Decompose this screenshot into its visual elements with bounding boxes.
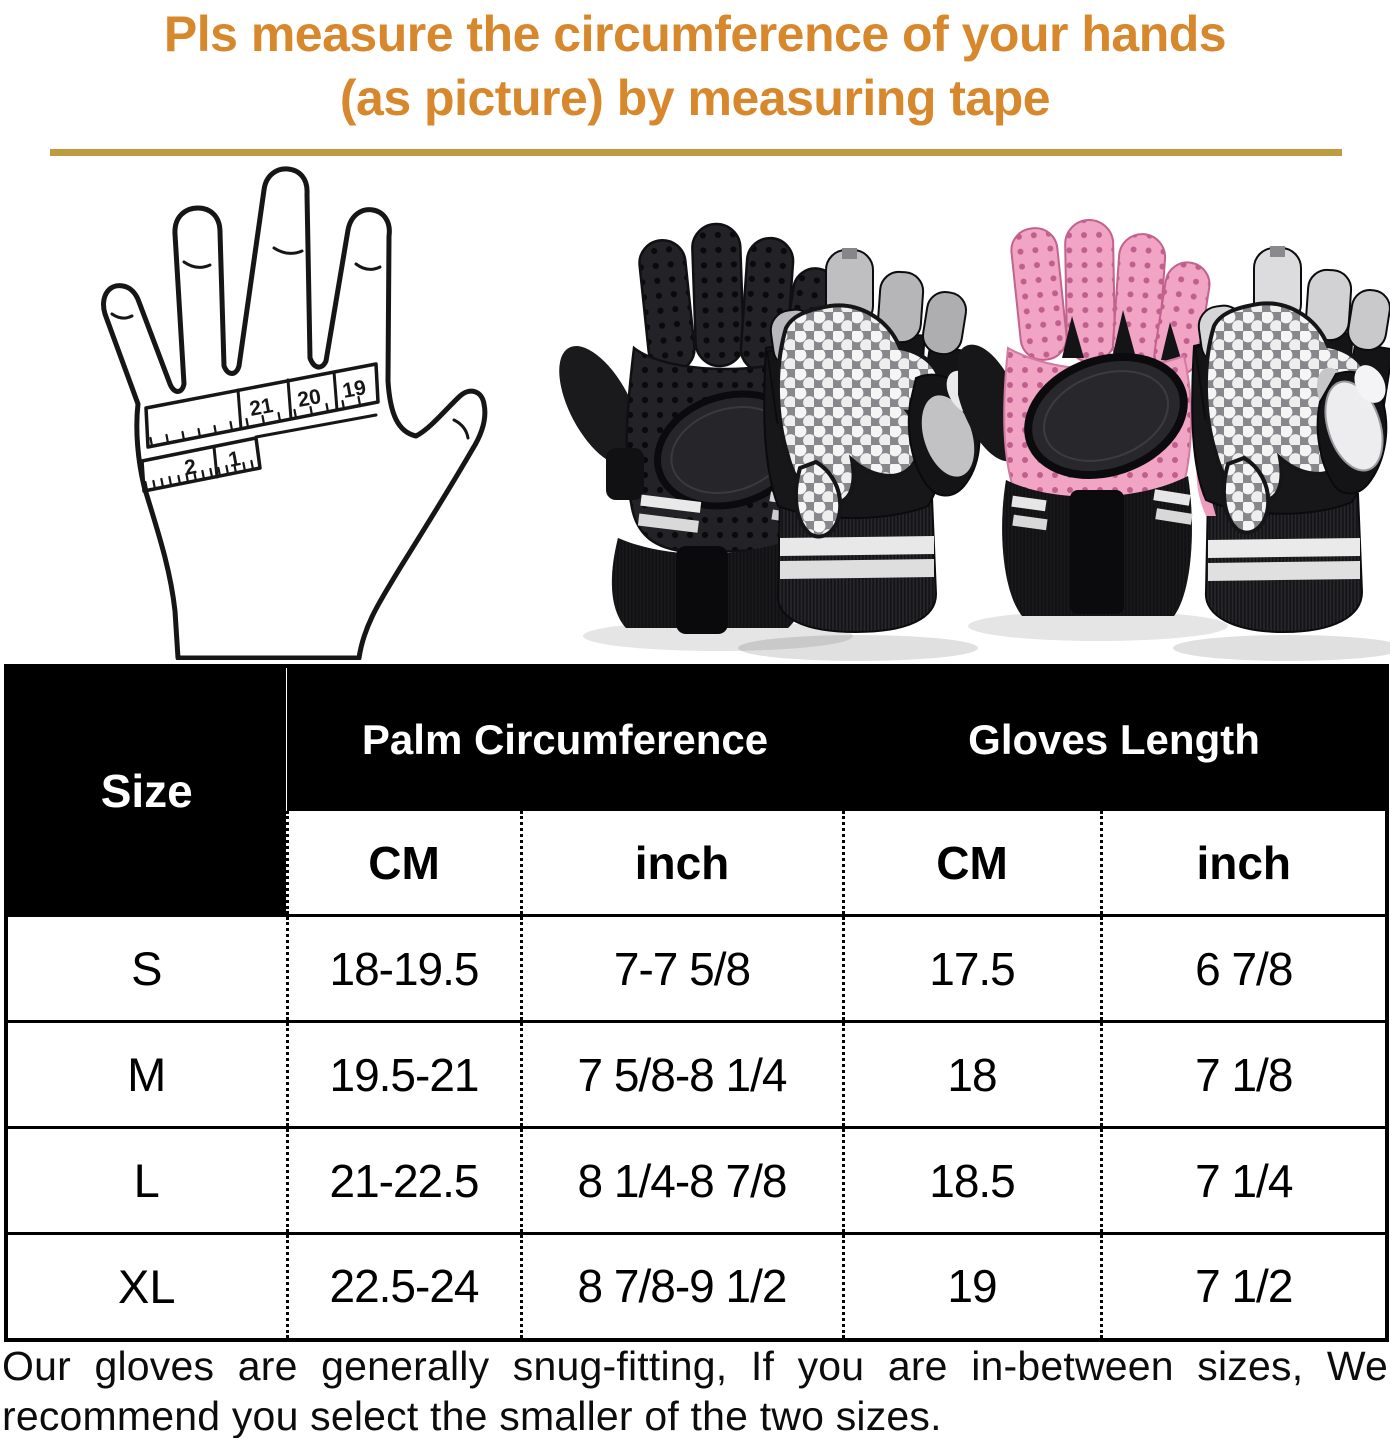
tape-number: 1 [226,447,243,472]
palm-cm-value: 18-19.5 [287,916,521,1022]
size-label: L [6,1128,287,1234]
size-chart-table [4,664,1389,1342]
unit-header-inch: inch [1101,811,1387,916]
palm-inch-value: 7 5/8-8 1/4 [521,1022,843,1128]
size-label: M [6,1022,287,1128]
fit-note-line1: Our gloves are generally snug-fitting, If you are in-between sizes, We [2,1343,1388,1389]
hand-measure-diagram [78,166,502,660]
table-row-xl [6,1234,1387,1340]
length-cm-value: 18 [843,1022,1101,1128]
page-title [0,2,1390,130]
length-inch-value: 7 1/8 [1101,1022,1387,1128]
unit-header-cm: CM [843,811,1101,916]
length-cm-value: 17.5 [843,916,1101,1022]
length-cm-value: 19 [843,1234,1101,1340]
table-row-l [6,1128,1387,1234]
length-inch-value: 7 1/4 [1101,1128,1387,1234]
page-title-line2: (as picture) by measuring tape [339,70,1051,126]
table-row-s [6,916,1387,1022]
tape-number: 19 [340,376,368,403]
divider-rule [50,149,1342,156]
size-column-header: Size [6,666,287,916]
unit-header-inch: inch [521,811,843,916]
black-gloves-photo [548,198,1000,665]
palm-inch-value: 8 1/4-8 7/8 [521,1128,843,1234]
page-title-line1: Pls measure the circumference of your hands [163,6,1227,62]
gloves-length-header: Gloves Length [843,666,1387,811]
length-inch-value: 6 7/8 [1101,916,1387,1022]
unit-header-cm: CM [287,811,521,916]
tape-number: 20 [295,385,323,412]
palm-circumference-header: Palm Circumference [287,666,843,811]
length-cm-value: 18.5 [843,1128,1101,1234]
fit-note [2,1341,1388,1438]
pink-glove-back-view [958,220,1228,641]
palm-cm-value: 19.5-21 [287,1022,521,1128]
pink-gloves-photo [958,198,1390,665]
fit-note-line2: recommend you select the smaller of the two sizes. [2,1393,942,1438]
size-label: S [6,916,287,1022]
palm-inch-value: 7-7 5/8 [521,916,843,1022]
palm-cm-value: 21-22.5 [287,1128,521,1234]
table-row-m [6,1022,1387,1128]
palm-inch-value: 8 7/8-9 1/2 [521,1234,843,1340]
length-inch-value: 7 1/2 [1101,1234,1387,1340]
palm-cm-value: 22.5-24 [287,1234,521,1340]
tape-number: 21 [247,394,275,421]
tape-number: 2 [182,455,199,480]
size-label: XL [6,1234,287,1340]
